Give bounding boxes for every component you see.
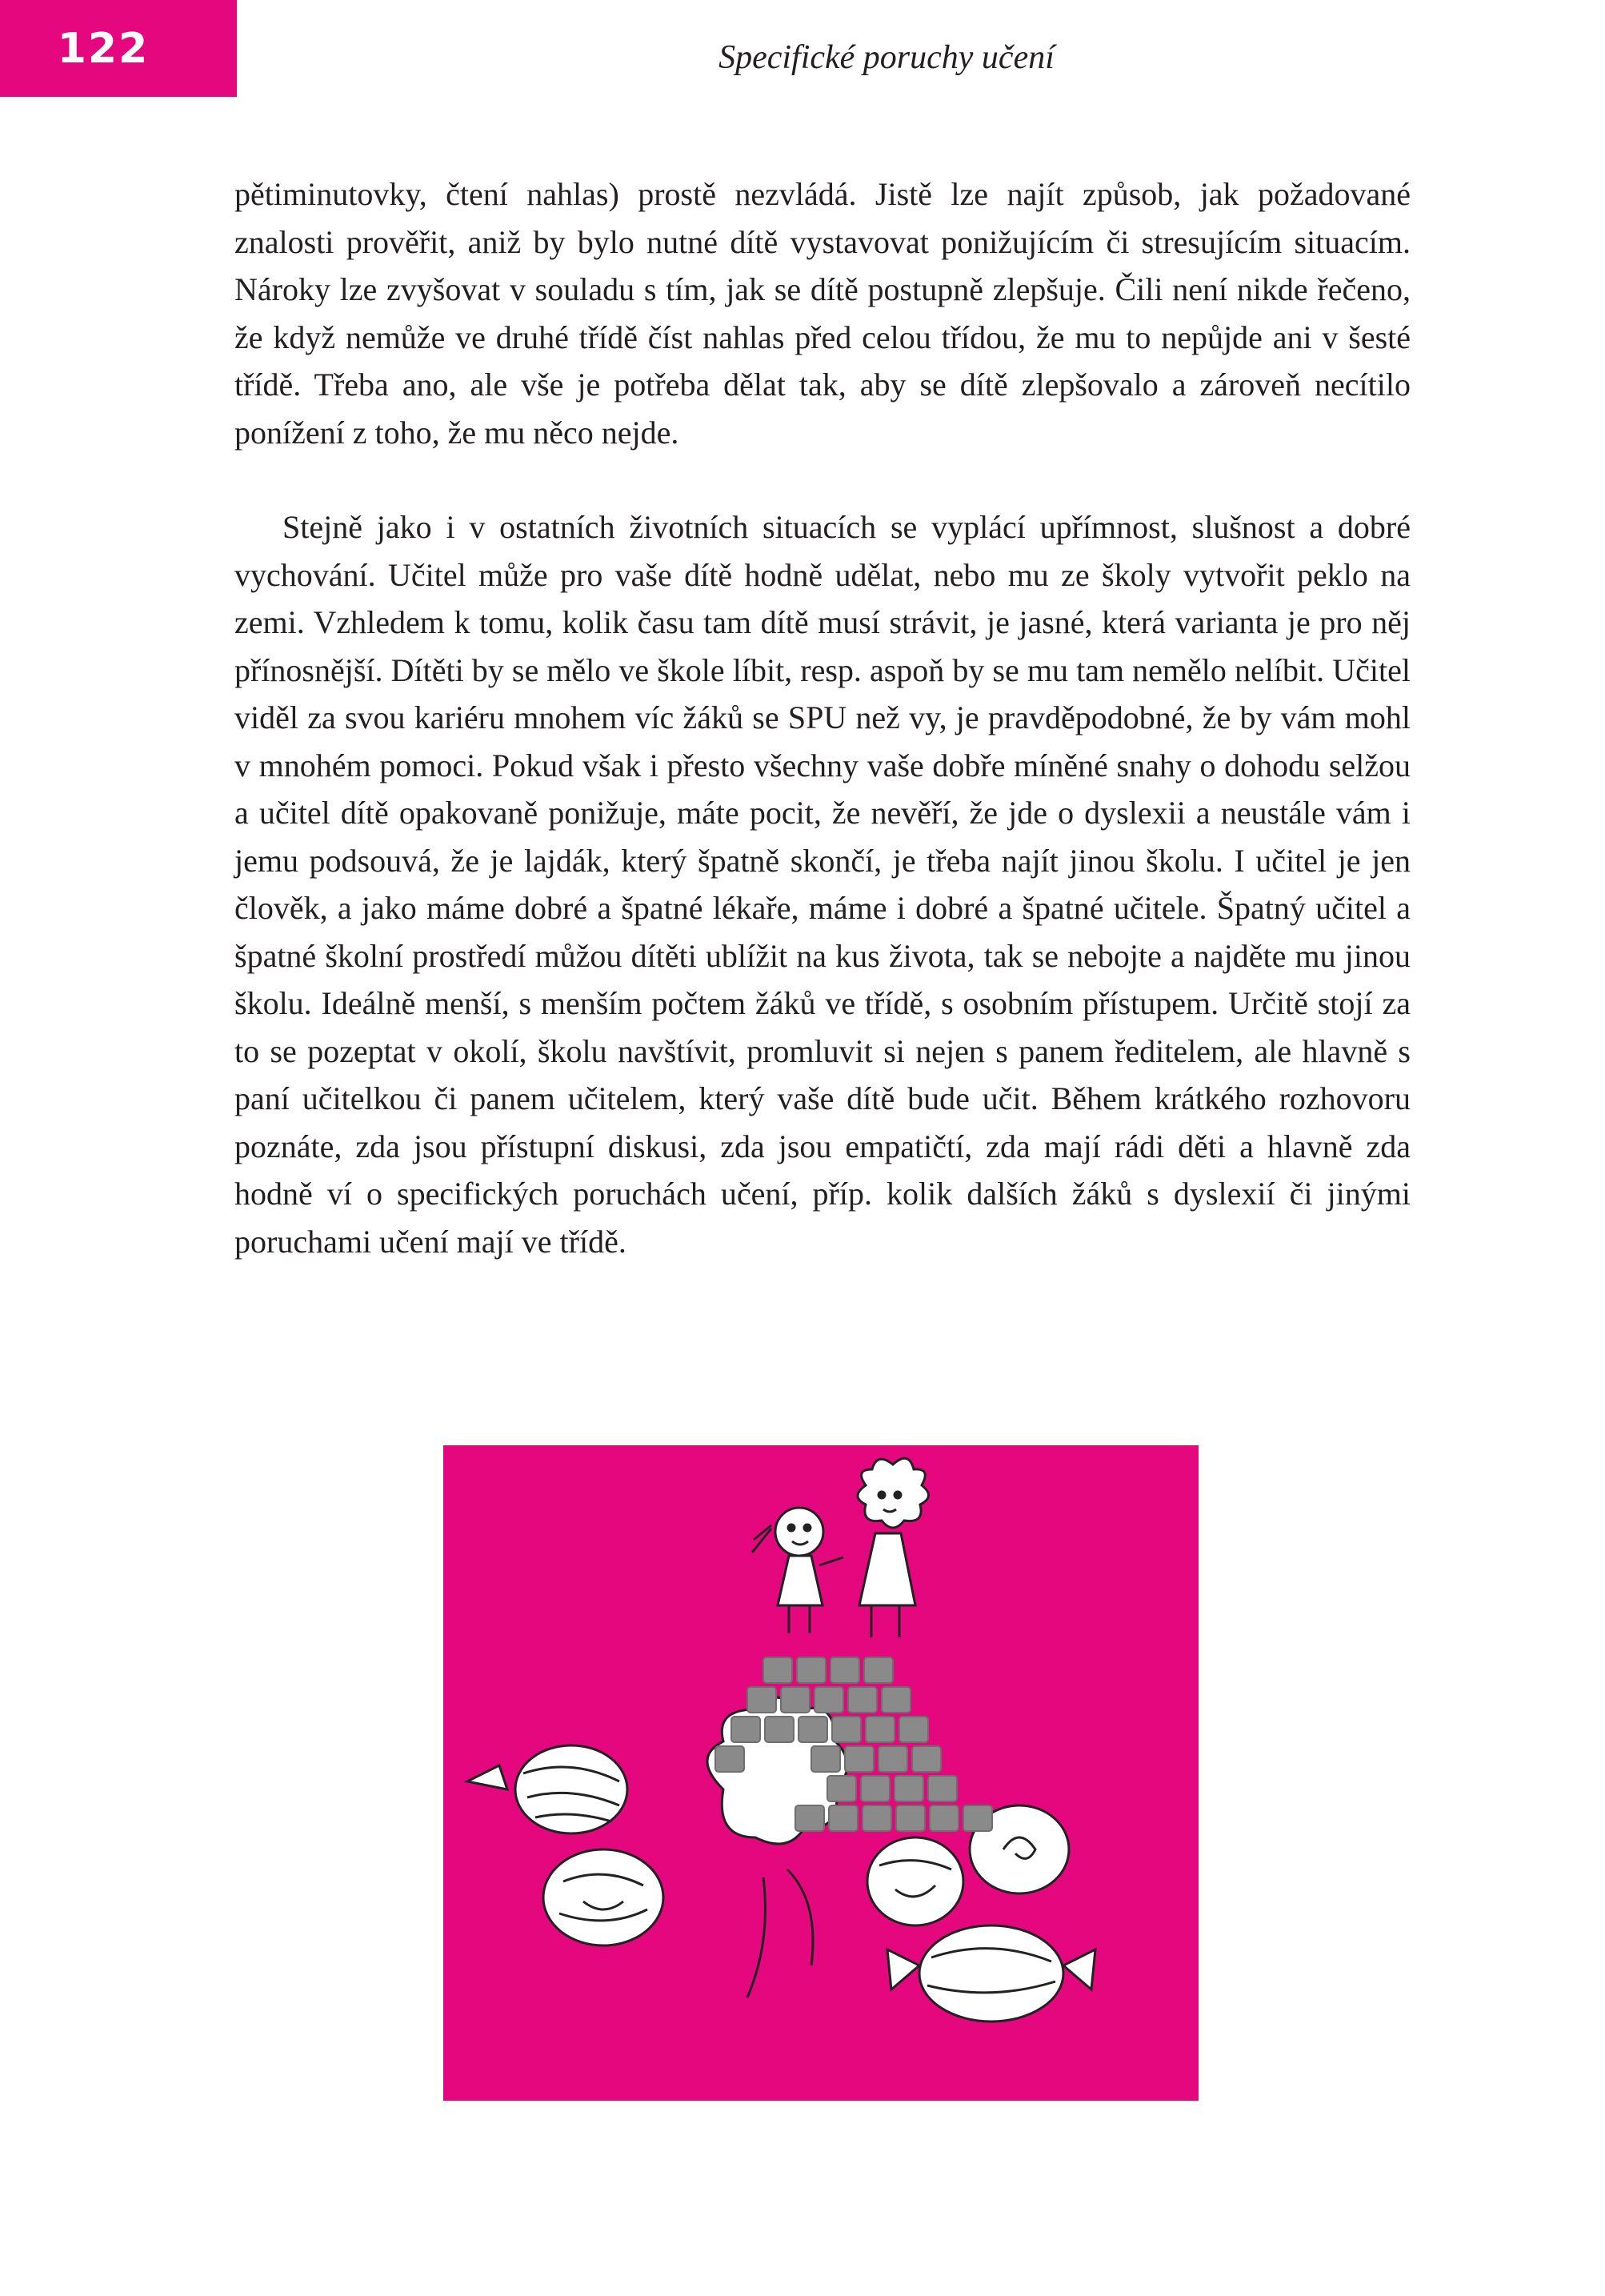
page-number: 122 xyxy=(57,24,150,73)
right-child-face xyxy=(867,1837,963,1925)
body-text xyxy=(234,170,1411,1265)
children-pyramid-illustration xyxy=(443,1445,1199,2101)
right-child-face-3 xyxy=(887,1925,1095,2022)
paragraph-1: pětiminutovky, čtení nahlas) prostě nezvládá. Jistě lze najít způsob, jak požadované znalosti prověřit, aniž by bylo nutné dítě vystavovat ponižujícím či stresujícím situacím. Nároky lze zvyšovat v souladu s tím, jak se dítě postupně zlepšuje. Čili není nikde řečeno, že když nemůže ve druhé třídě číst nahlas před celou třídou, že mu to nepůjde ani v šesté třídě. Třeba ano, ale vše je potřeba dělat tak, aby se dítě zlepšovalo a zároveň necítilo ponížení z toho, že mu něco nejde. xyxy=(234,176,1411,451)
illustration-drawing xyxy=(443,1445,1199,2101)
left-child-face-2 xyxy=(543,1849,663,1945)
mother-figure xyxy=(858,1458,929,1637)
left-child-face xyxy=(467,1745,627,1833)
paragraph-2: Stejně jako i v ostatních životních situacích se vyplácí upřímnost, slušnost a dobré vychování. Učitel může pro vaše dítě hodně udělat, nebo mu ze školy vytvořit peklo na zemi. Vzhledem k tomu, kolik času tam dítě musí strávit, je jasné, která varianta je pro něj přínosnější. Dítěti by se mělo ve škole líbit, resp. aspoň by se mu tam nemělo nelíbit. Učitel viděl za svou kariéru mnohem víc žáků se SPU než vy, je pravděpodobné, že by vám mohl v mnohém pomoci. Pokud však i přesto všechny vaše dobře míněné snahy o dohodu selžou a učitel dítě opakovaně ponižuje, máte pocit, že nevěří, že jde o dyslexii a neustále vám i jemu podsouvá, že je lajdák, který špatně skončí, je třeba najít jinou školu. I učitel je jen člověk, a jako máme dobré a špatné lékaře, máme i dobré a špatné učitele. Špatný učitel a špatné školní prostředí můžou dítěti ublížit na kus života, tak se nebojte a najděte mu jinou školu. Ideálně menší, s menším počtem žáků ve třídě, s osobním přístupem. Určitě stojí za to se pozeptat v okolí, školu navštívit, promluvit si nejen s panem ředitelem, ale hlavně s paní učitelkou či panem učitelem, který vaše dítě bude učit. Během krátkého rozhovoru poznáte, zda jsou přístupní diskusi, zda jsou empatičtí, zda mají rádi děti a hlavně zda hodně ví o specifických poruchách učení, příp. kolik dalších žáků s dyslexií či jinými poruchami učení mají ve třídě. xyxy=(234,509,1411,1260)
running-title: Specifické poruchy učení xyxy=(718,39,1055,76)
girl-figure xyxy=(752,1508,843,1633)
